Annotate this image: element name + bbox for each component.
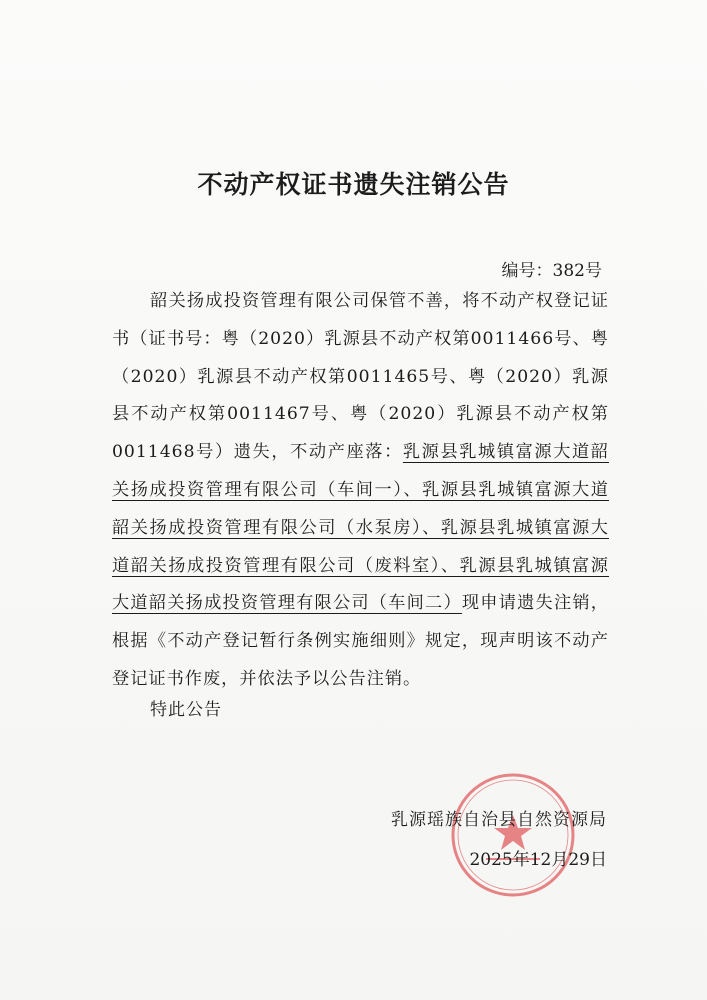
issuer-name: 乳源瑶族自治县自然资源局 bbox=[391, 810, 607, 830]
official-seal-icon bbox=[448, 770, 578, 900]
issue-date: 2025年12月29日 bbox=[469, 850, 607, 870]
paragraph-closing: 现申请遗失注销，根据《不动产登记暂行条例实施细则》规定，现声明该不动产登记证书作废，并依法予以公告注销。 bbox=[112, 593, 609, 689]
document-title: 不动产权证书遗失注销公告 bbox=[197, 170, 510, 199]
document-number: 编号：382号 bbox=[501, 261, 602, 281]
announcement-body bbox=[112, 283, 609, 699]
paragraph-intro: 韶关扬成投资管理有限公司保管不善，将不动产权登记证书（证书号：粤（2020）乳源县不动产权第0011466号、粤（2020）乳源县不动产权第0011465号、粤（2020）乳源县不动产权第0011467号、粤（2020）乳源县不动产权第0011468号）遗失，不动产座落： bbox=[112, 291, 609, 463]
special-notice: 特此公告 bbox=[150, 700, 222, 720]
property-address: 乳源县乳城镇富源大道韶关扬成投资管理有限公司（车间一）、乳源县乳城镇富源大道韶关扬成投资管理有限公司（水泵房）、乳源县乳城镇富源大道韶关扬成投资管理有限公司（废料室）、乳源县乳城镇富源大道韶关扬成投资管理有限公司（车间二） bbox=[112, 442, 609, 614]
